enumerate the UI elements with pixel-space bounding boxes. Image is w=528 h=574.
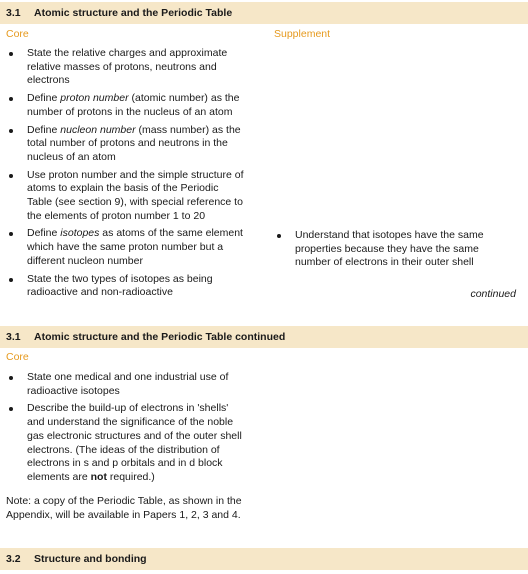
note: Note: a copy of the Periodic Table, as shown in the Appendix, will be available in Papers 1, 2, 3 and 4. (6, 495, 242, 521)
list-item: Understand that isotopes have the same properties because they have the same number of electrons in their outer shell (274, 229, 514, 270)
core-heading: Core (6, 351, 29, 363)
section-number: 3.1 (6, 331, 21, 343)
list-item: Define proton number (atomic number) as the number of protons in the nucleus of an atom (6, 92, 246, 119)
section-title: Atomic structure and the Periodic Table continued (34, 331, 286, 343)
section-number: 3.1 (6, 7, 21, 19)
list-item: Define isotopes as atoms of the same element which have the same proton number but a different nucleon number (6, 227, 246, 268)
list-item: State the relative charges and approximate relative masses of protons, neutrons and electrons (6, 47, 246, 88)
list-item: Define nucleon number (mass number) as the total number of protons and neutrons in the nucleus of an atom (6, 124, 246, 165)
section-header-3-1-continued (0, 326, 528, 348)
section-title: Structure and bonding (34, 553, 147, 565)
continued-label: continued (470, 288, 516, 300)
section-number: 3.2 (6, 553, 21, 565)
section-header-3-2 (0, 548, 528, 570)
section-title: Atomic structure and the Periodic Table (34, 7, 233, 19)
list-item: State one medical and one industrial use of radioactive isotopes (6, 371, 246, 398)
supplement-heading: Supplement (274, 28, 331, 40)
core-list (6, 371, 246, 489)
list-item: Describe the build-up of electrons in 'shells' and understand the significance of the noble gas electronic structures and of the outer shell electrons. (The ideas of the distribution of electrons in s and p orbitals and in d block elements are not required.) (6, 402, 246, 484)
supplement-list (274, 229, 514, 274)
core-heading: Core (6, 28, 29, 40)
list-item: Use proton number and the simple structure of atoms to explain the basis of the Periodic Table (see section 9), with special reference to the elements of proton number 1 to 20 (6, 169, 246, 224)
section-header-3-1 (0, 2, 528, 24)
core-list (6, 47, 246, 304)
list-item: State the two types of isotopes as being radioactive and non-radioactive (6, 273, 246, 300)
